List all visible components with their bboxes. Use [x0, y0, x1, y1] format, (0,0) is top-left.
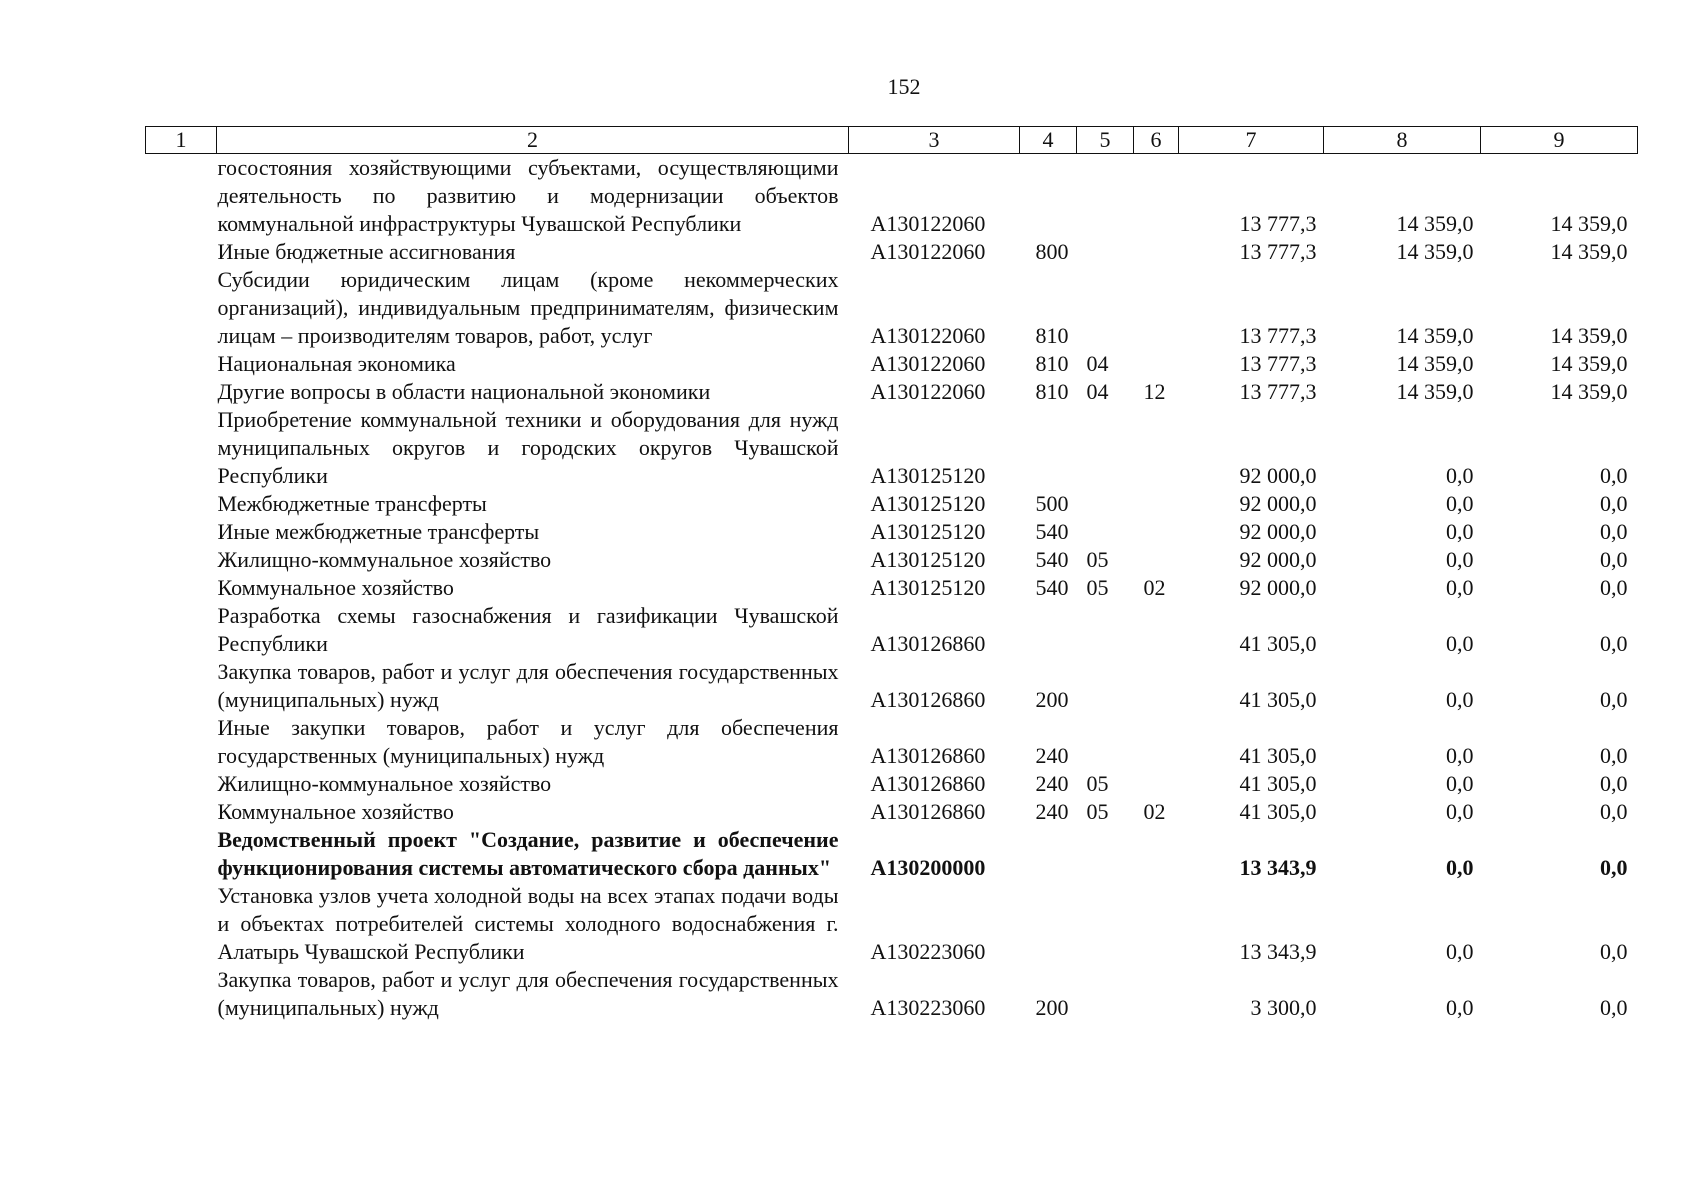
amount-col-7: 3 300,0: [1250, 995, 1317, 1020]
amount-col-8: 0,0: [1446, 995, 1474, 1020]
expense-type-code: [1020, 826, 1077, 882]
item-name: Межбюджетные трансферты: [217, 491, 487, 516]
row-number-cell: [146, 154, 217, 239]
subsection-code: 02: [1143, 575, 1166, 600]
target-article-code: А130223060: [870, 939, 986, 964]
expense-type-code: 800: [1035, 239, 1069, 264]
item-name: Закупка товаров, работ и услуг для обеспечения государственных (муниципальных) нужд: [217, 967, 839, 1020]
amount-col-8: 0,0: [1446, 575, 1474, 600]
target-article-code: А130126860: [870, 771, 986, 796]
target-article-code: А130122060: [870, 211, 986, 236]
item-name: Иные межбюджетные трансферты: [217, 519, 540, 544]
section-code: [1077, 518, 1134, 546]
amount-col-9: 0,0: [1600, 463, 1628, 488]
header-row: [146, 127, 1638, 154]
amount-col-7: 41 305,0: [1239, 799, 1317, 824]
table-row: [146, 490, 1638, 518]
section-code: [1077, 238, 1134, 266]
target-article-code: А130122060: [870, 323, 986, 348]
amount-col-8: 0,0: [1446, 743, 1474, 768]
section-code: 05: [1086, 547, 1109, 572]
table-row: [146, 378, 1638, 406]
expense-type-code: 810: [1035, 351, 1069, 376]
expense-type-code: 810: [1035, 323, 1069, 348]
table-row: [146, 658, 1638, 714]
subsection-code: [1134, 966, 1179, 1022]
amount-col-8: 0,0: [1446, 631, 1474, 656]
expense-type-code: 540: [1035, 575, 1069, 600]
table-row: [146, 350, 1638, 378]
expense-type-code: 200: [1035, 687, 1069, 712]
subsection-code: [1134, 658, 1179, 714]
amount-col-8: 0,0: [1446, 799, 1474, 824]
target-article-code: А130126860: [870, 743, 986, 768]
amount-col-8: 0,0: [1446, 687, 1474, 712]
amount-col-8: 0,0: [1446, 771, 1474, 796]
item-name: Установка узлов учета холодной воды на всех этапах подачи воды и объектах потребителей системы холодного водоснабжения г. Алатырь Чувашской Республики: [217, 883, 839, 964]
amount-col-8: 0,0: [1446, 547, 1474, 572]
table-header: [146, 127, 1638, 154]
amount-col-7: 13 777,3: [1239, 351, 1317, 376]
amount-col-8: 0,0: [1446, 519, 1474, 544]
subsection-code: 12: [1143, 379, 1166, 404]
row-number-cell: [146, 546, 217, 574]
table-row: [146, 406, 1638, 490]
subsection-code: [1134, 154, 1179, 239]
target-article-code: А130125120: [870, 519, 986, 544]
item-name: Коммунальное хозяйство: [217, 575, 454, 600]
table-row: [146, 826, 1638, 882]
amount-col-9: 0,0: [1600, 771, 1628, 796]
row-number-cell: [146, 266, 217, 350]
section-code: 04: [1086, 351, 1109, 376]
amount-col-9: 14 359,0: [1550, 211, 1628, 236]
section-code: [1077, 602, 1134, 658]
expense-type-code: 810: [1035, 379, 1069, 404]
target-article-code: А130126860: [870, 687, 986, 712]
target-article-code: А130122060: [870, 239, 986, 264]
section-code: [1077, 154, 1134, 239]
header-col-4: 4: [1020, 127, 1077, 154]
amount-col-8: 14 359,0: [1396, 239, 1474, 264]
subsection-code: [1134, 490, 1179, 518]
amount-col-7: 13 343,9: [1239, 939, 1317, 964]
header-col-8: 8: [1324, 127, 1481, 154]
amount-col-7: 41 305,0: [1239, 771, 1317, 796]
row-number-cell: [146, 798, 217, 826]
header-col-7: 7: [1179, 127, 1324, 154]
section-code: 05: [1086, 575, 1109, 600]
section-code: [1077, 658, 1134, 714]
table-row: [146, 602, 1638, 658]
row-number-cell: [146, 378, 217, 406]
target-article-code: А130125120: [870, 463, 986, 488]
amount-col-9: 0,0: [1600, 687, 1628, 712]
item-name: Ведомственный проект "Создание, развитие и обеспечение функционирования системы автоматического сбора данных": [217, 827, 839, 880]
header-col-9: 9: [1481, 127, 1638, 154]
section-code: [1077, 714, 1134, 770]
section-code: [1077, 882, 1134, 966]
item-name: Жилищно-коммунальное хозяйство: [217, 771, 552, 796]
section-code: [1077, 966, 1134, 1022]
table-row: [146, 714, 1638, 770]
expense-type-code: [1020, 882, 1077, 966]
amount-col-8: 14 359,0: [1396, 379, 1474, 404]
header-col-3: 3: [849, 127, 1020, 154]
amount-col-9: 14 359,0: [1550, 379, 1628, 404]
amount-col-8: 14 359,0: [1396, 351, 1474, 376]
amount-col-9: 14 359,0: [1550, 351, 1628, 376]
table-row: [146, 266, 1638, 350]
expense-type-code: 500: [1035, 491, 1069, 516]
budget-table: [145, 126, 1638, 1022]
amount-col-9: 0,0: [1600, 547, 1628, 572]
amount-col-9: 0,0: [1600, 939, 1628, 964]
target-article-code: А130125120: [870, 547, 986, 572]
expense-type-code: 540: [1035, 519, 1069, 544]
row-number-cell: [146, 770, 217, 798]
amount-col-8: 0,0: [1446, 855, 1474, 880]
expense-type-code: 240: [1035, 743, 1069, 768]
amount-col-7: 13 777,3: [1239, 379, 1317, 404]
item-name: Приобретение коммунальной техники и оборудования для нужд муниципальных округов и городских округов Чувашской Республики: [217, 407, 839, 488]
subsection-code: 02: [1143, 799, 1166, 824]
subsection-code: [1134, 770, 1179, 798]
item-name: госостояния хозяйствующими субъектами, осуществляющими деятельность по развитию и модернизации объектов коммунальной инфраструктуры Чувашской Республики: [217, 155, 839, 236]
item-name: Иные бюджетные ассигнования: [217, 239, 516, 264]
table-body: [146, 154, 1638, 1023]
subsection-code: [1134, 350, 1179, 378]
header-col-1: 1: [146, 127, 217, 154]
target-article-code: А130223060: [870, 995, 986, 1020]
amount-col-8: 14 359,0: [1396, 211, 1474, 236]
row-number-cell: [146, 238, 217, 266]
section-code: [1077, 826, 1134, 882]
table-row: [146, 518, 1638, 546]
section-code: 04: [1086, 379, 1109, 404]
row-number-cell: [146, 658, 217, 714]
row-number-cell: [146, 966, 217, 1022]
subsection-code: [1134, 266, 1179, 350]
subsection-code: [1134, 602, 1179, 658]
amount-col-9: 0,0: [1600, 855, 1628, 880]
amount-col-7: 92 000,0: [1239, 575, 1317, 600]
amount-col-9: 0,0: [1600, 491, 1628, 516]
target-article-code: А130126860: [870, 799, 986, 824]
section-code: 05: [1086, 799, 1109, 824]
subsection-code: [1134, 238, 1179, 266]
amount-col-9: 14 359,0: [1550, 323, 1628, 348]
section-code: [1077, 266, 1134, 350]
table-row: [146, 798, 1638, 826]
expense-type-code: [1020, 406, 1077, 490]
table-row: [146, 154, 1638, 239]
target-article-code: А130122060: [870, 379, 986, 404]
item-name: Коммунальное хозяйство: [217, 799, 454, 824]
row-number-cell: [146, 406, 217, 490]
item-name: Жилищно-коммунальное хозяйство: [217, 547, 552, 572]
target-article-code: А130122060: [870, 351, 986, 376]
subsection-code: [1134, 826, 1179, 882]
subsection-code: [1134, 546, 1179, 574]
table-row: [146, 238, 1638, 266]
expense-type-code: [1020, 154, 1077, 239]
amount-col-7: 13 777,3: [1239, 239, 1317, 264]
expense-type-code: 540: [1035, 547, 1069, 572]
item-name: Другие вопросы в области национальной экономики: [217, 379, 711, 404]
row-number-cell: [146, 518, 217, 546]
row-number-cell: [146, 490, 217, 518]
amount-col-7: 92 000,0: [1239, 547, 1317, 572]
row-number-cell: [146, 602, 217, 658]
subsection-code: [1134, 882, 1179, 966]
amount-col-8: 0,0: [1446, 463, 1474, 488]
table-row: [146, 574, 1638, 602]
section-code: [1077, 406, 1134, 490]
target-article-code: А130125120: [870, 491, 986, 516]
target-article-code: А130126860: [870, 631, 986, 656]
header-col-6: 6: [1134, 127, 1179, 154]
header-col-2: 2: [217, 127, 849, 154]
row-number-cell: [146, 882, 217, 966]
amount-col-7: 92 000,0: [1239, 463, 1317, 488]
table-row: [146, 882, 1638, 966]
item-name: Разработка схемы газоснабжения и газификации Чувашской Республики: [217, 603, 839, 656]
section-code: [1077, 490, 1134, 518]
amount-col-7: 41 305,0: [1239, 631, 1317, 656]
row-number-cell: [146, 350, 217, 378]
amount-col-7: 92 000,0: [1239, 519, 1317, 544]
amount-col-9: 0,0: [1600, 743, 1628, 768]
item-name: Национальная экономика: [217, 351, 456, 376]
section-code: 05: [1086, 771, 1109, 796]
amount-col-7: 13 777,3: [1239, 211, 1317, 236]
amount-col-8: 0,0: [1446, 939, 1474, 964]
item-name: Закупка товаров, работ и услуг для обеспечения государственных (муниципальных) нужд: [217, 659, 839, 712]
item-name: Иные закупки товаров, работ и услуг для обеспечения государственных (муниципальных) нужд: [217, 715, 839, 768]
amount-col-9: 14 359,0: [1550, 239, 1628, 264]
amount-col-9: 0,0: [1600, 995, 1628, 1020]
item-name: Субсидии юридическим лицам (кроме некоммерческих организаций), индивидуальным предпринимателям, физическим лицам – производителям товаров, работ, услуг: [217, 267, 839, 348]
target-article-code: А130125120: [870, 575, 986, 600]
subsection-code: [1134, 518, 1179, 546]
amount-col-8: 0,0: [1446, 491, 1474, 516]
page-number: 152: [887, 74, 921, 99]
table-row: [146, 770, 1638, 798]
amount-col-7: 41 305,0: [1239, 743, 1317, 768]
expense-type-code: [1020, 602, 1077, 658]
amount-col-9: 0,0: [1600, 519, 1628, 544]
expense-type-code: 240: [1035, 771, 1069, 796]
expense-type-code: 240: [1035, 799, 1069, 824]
table-row: [146, 966, 1638, 1022]
amount-col-7: 92 000,0: [1239, 491, 1317, 516]
row-number-cell: [146, 574, 217, 602]
header-col-5: 5: [1077, 127, 1134, 154]
amount-col-9: 0,0: [1600, 575, 1628, 600]
subsection-code: [1134, 714, 1179, 770]
amount-col-8: 14 359,0: [1396, 323, 1474, 348]
amount-col-7: 41 305,0: [1239, 687, 1317, 712]
amount-col-9: 0,0: [1600, 799, 1628, 824]
expense-type-code: 200: [1035, 995, 1069, 1020]
table-row: [146, 546, 1638, 574]
row-number-cell: [146, 714, 217, 770]
amount-col-7: 13 777,3: [1239, 323, 1317, 348]
subsection-code: [1134, 406, 1179, 490]
amount-col-9: 0,0: [1600, 631, 1628, 656]
row-number-cell: [146, 826, 217, 882]
target-article-code: А130200000: [870, 855, 986, 880]
amount-col-7: 13 343,9: [1239, 855, 1317, 880]
